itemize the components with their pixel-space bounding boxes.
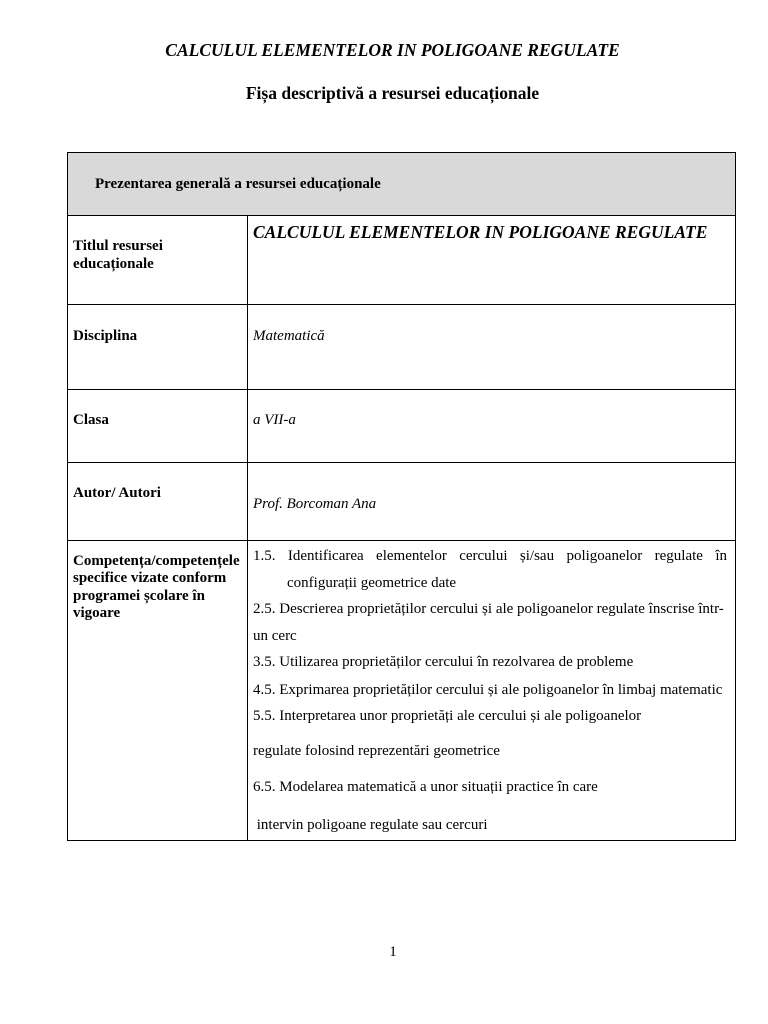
competence-line: 2.5. Descrierea proprietăților cercului și ale poligoanelor regulate înscrise într- [253,601,724,617]
row-label-line: specifice vizate conform [73,570,227,587]
table-cell-value [248,541,735,840]
competence-line: intervin poligoane regulate sau cercuri [253,817,488,833]
competence-line: 4.5. Exprimarea proprietăților cercului și ale poligoanelor în limbaj matematic [253,682,723,698]
row-label: Disciplina [73,328,138,344]
table-header-label: Prezentarea generală a resursei educaționale [95,176,381,192]
discipline-value: Matematică [253,328,325,344]
competence-line: 3.5. Utilizarea proprietăților cercului în rezolvarea de probleme [253,654,634,670]
resource-title-value: CALCULUL ELEMENTELOR IN POLIGOANE REGULATE [253,222,708,242]
table-header-row [67,152,736,216]
table-row-competences [67,541,736,841]
competence-line: un cerc [253,628,297,644]
table-row-title [67,216,736,305]
row-label: Autor/ Autori [73,485,161,501]
authors-value: Prof. Borcoman Ana [253,496,377,512]
table-cell-value [248,463,735,540]
table-cell-value [248,390,735,462]
row-label-line: Titlul resursei [73,238,163,254]
table-row-authors [67,463,736,541]
row-label-line: programei școlare în [73,587,205,604]
row-label-line: vigoare [73,605,121,622]
table-cell-label [68,463,248,540]
table-cell-value [248,305,735,389]
competence-line: 6.5. Modelarea matematică a unor situații practice în care [253,779,598,795]
table-cell-label [68,541,248,840]
document-title: CALCULUL ELEMENTELOR IN POLIGOANE REGULATE [165,40,620,60]
table-cell-value [248,216,735,304]
row-label-line: educaționale [73,256,154,272]
competence-line: configurații geometrice date [287,575,457,591]
document-subtitle: Fișa descriptivă a resursei educaționale [245,83,540,103]
table-cell-label [68,390,248,462]
table-cell-label [68,305,248,389]
row-label-line: Competența/competențele [73,553,240,569]
page-number: 1 [389,944,397,960]
competence-line: regulate folosind reprezentări geometrice [253,743,500,759]
competence-line: 5.5. Interpretarea unor proprietăți ale cercului și ale poligoanelor [253,708,642,724]
table-row-discipline [67,305,736,390]
row-label: Clasa [73,412,109,428]
grade-value: a VII-a [253,412,296,428]
table-row-grade [67,390,736,463]
competence-line: 1.5. Identificarea elementelor cercului și/sau poligoanelor regulate în [253,548,727,564]
table-cell-label [68,216,248,304]
